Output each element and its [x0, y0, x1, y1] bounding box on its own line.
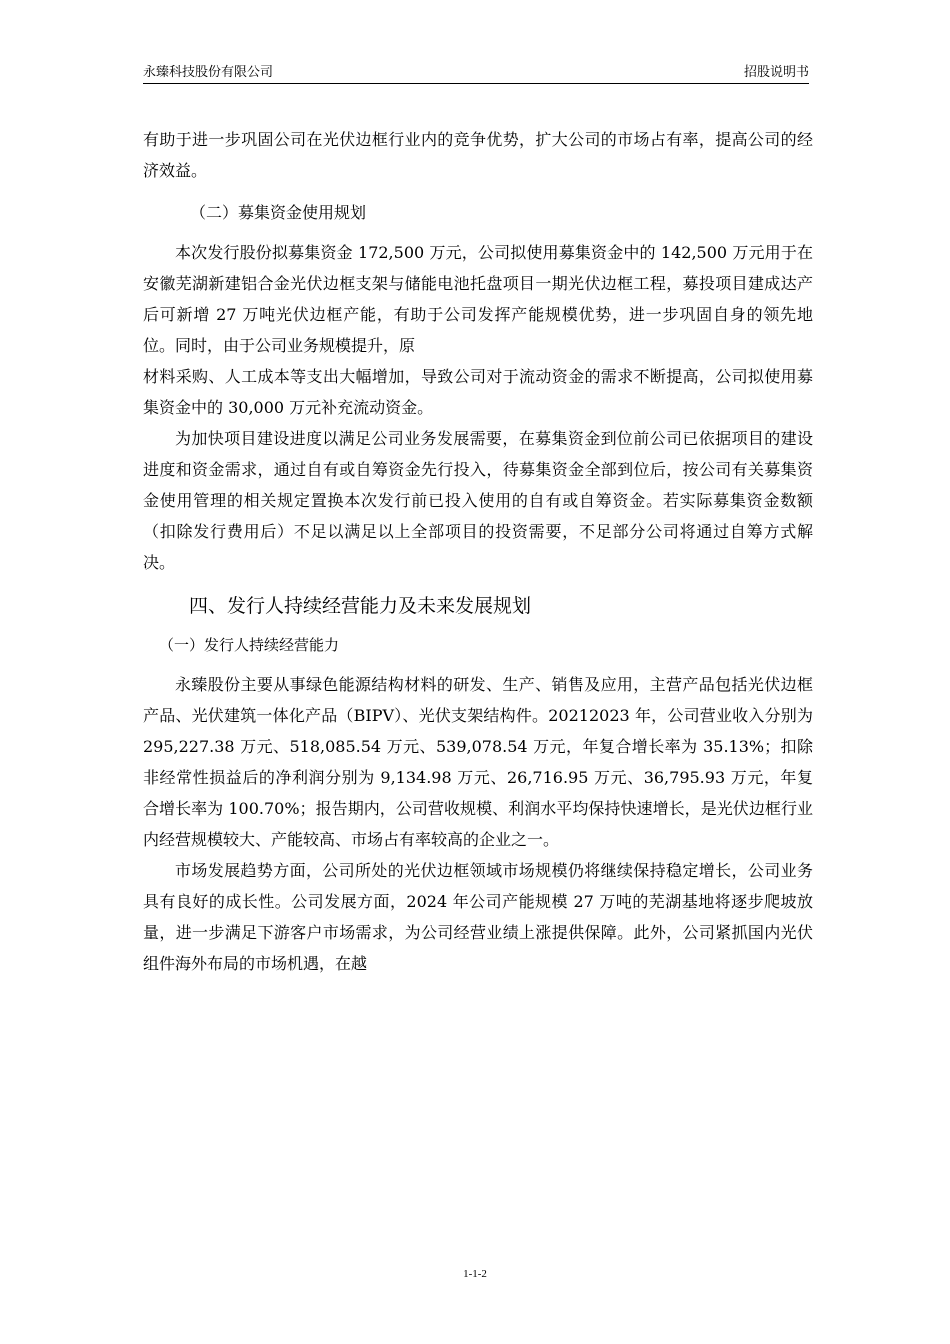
paragraph-fund-raising: 本次发行股份拟募集资金 172,500 万元，公司拟使用募集资金中的 142,500 万元用于在安徽芜湖新建铝合金光伏边框支架与储能电池托盘项目一期光伏边框工程，募投项目建成达产后可新增 27 万吨光伏边框产能，有助于公司发挥产能规模优势，进一步巩固自身的领先地位。同时，由于公司业务规模提升，原 — [143, 243, 813, 355]
heading-going-concern: （一）发行人持续经营能力 — [159, 636, 340, 654]
paragraph-advance-investment: 为加快项目建设进度以满足公司业务发展需要，在募集资金到位前公司已依据项目的建设进度和资金需求，通过自有或自筹资金先行投入，待募集资金全部到位后，按公司有关募集资金使用管理的相关规定置换本次发行前已投入使用的自有或自筹资金。若实际募集资金数额（扣除发行费用后）不足以满足以上全部项目的投资需要，不足部分公司将通过自筹方式解决。 — [143, 429, 813, 572]
paragraph-competitiveness: 有助于进一步巩固公司在光伏边框行业内的竞争优势，扩大公司的市场占有率，提高公司的经济效益。 — [143, 130, 813, 180]
heading-fund-usage-plan: （二）募集资金使用规划 — [190, 203, 367, 222]
header-divider — [143, 83, 809, 84]
document-type: 招股说明书 — [743, 65, 809, 80]
page-number: 1-1-2 — [463, 1268, 487, 1280]
paragraph-business-overview: 永臻股份主要从事绿色能源结构材料的研发、生产、销售及应用，主营产品包括光伏边框产品、光伏建筑一体化产品（BIPV）、光伏支架结构件。20212023 年，公司营业收入分别为 295,227.38 万元、518,085.54 万元、539,078.54 万元，年复合增长率为 35.13%；扣除非经常性损益后的净利润分别为 9,134.98 万元、26,716.95 万元、36,795.93 万元，年复合增长率为 100.70%；报告期内，公司营收规模、利润水平均保持快速增长，是光伏边框行业内经营规模较大、产能较高、市场占有率较高的企业之一。 — [143, 675, 813, 849]
document-body — [143, 124, 813, 979]
company-name: 永臻科技股份有限公司 — [143, 65, 274, 80]
paragraph-market-outlook: 市场发展趋势方面，公司所处的光伏边框领域市场规模仍将继续保持稳定增长，公司业务具有良好的成长性。公司发展方面，2024 年公司产能规模 27 万吨的芜湖基地将逐步爬坡放量，进一步满足下游客户市场需求，为公司经营业绩上涨提供保障。此外，公司紧抓国内光伏组件海外布局的市场机遇，在越 — [143, 861, 813, 973]
paragraph-fund-raising-continued: 材料采购、人工成本等支出大幅增加，导致公司对于流动资金的需求不断提高，公司拟使用募集资金中的 30,000 万元补充流动资金。 — [143, 367, 813, 417]
page-header — [143, 59, 809, 83]
heading-section-four: 四、发行人持续经营能力及未来发展规划 — [189, 595, 532, 617]
